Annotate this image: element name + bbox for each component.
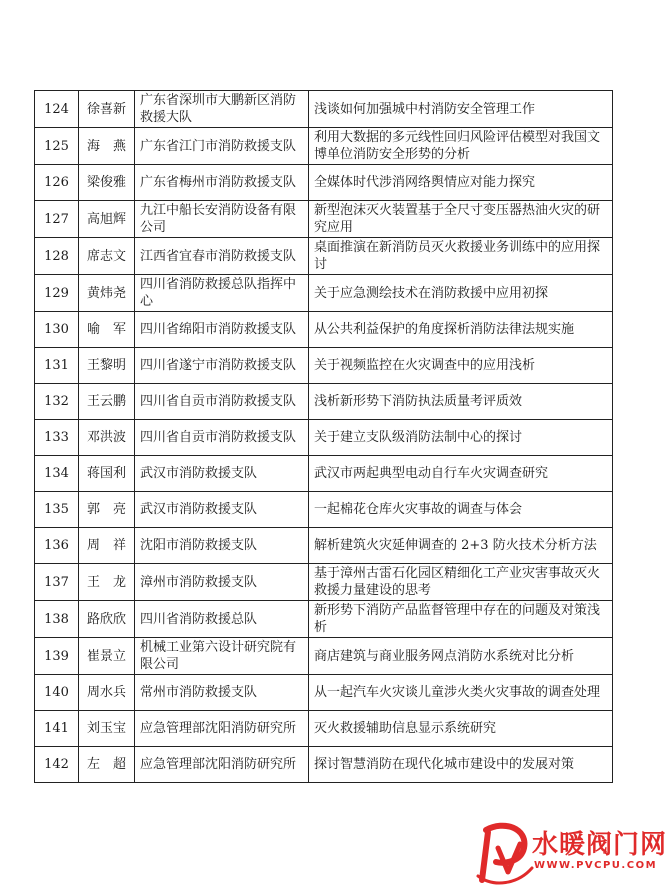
table-row bbox=[35, 638, 613, 675]
table-row bbox=[35, 601, 613, 638]
serial-number-cell: 126 bbox=[35, 165, 79, 201]
author-name-cell: 梁俊雅 bbox=[79, 165, 135, 201]
table-row bbox=[35, 384, 613, 420]
work-unit-cell: 沈阳市消防救援支队 bbox=[135, 528, 309, 564]
work-unit-cell: 广东省梅州市消防救援支队 bbox=[135, 165, 309, 201]
award-table bbox=[34, 90, 613, 783]
author-name-cell: 刘玉宝 bbox=[79, 711, 135, 747]
table-row bbox=[35, 238, 613, 275]
table-row bbox=[35, 128, 613, 165]
pv-logo-icon bbox=[474, 818, 534, 888]
serial-number-cell: 124 bbox=[35, 91, 79, 128]
paper-title-cell: 利用大数据的多元线性回归风险评估模型对我国文博单位消防安全形势的分析 bbox=[309, 128, 613, 165]
table-row bbox=[35, 528, 613, 564]
paper-title-cell: 关于应急测绘技术在消防救援中应用初探 bbox=[309, 275, 613, 312]
author-name-cell: 席志文 bbox=[79, 238, 135, 275]
serial-number-cell: 125 bbox=[35, 128, 79, 165]
table-row bbox=[35, 348, 613, 384]
work-unit-cell: 四川省消防救援总队 bbox=[135, 601, 309, 638]
work-unit-cell: 机械工业第六设计研究院有限公司 bbox=[135, 638, 309, 675]
serial-number-cell: 135 bbox=[35, 492, 79, 528]
author-name-cell: 王 龙 bbox=[79, 564, 135, 601]
table-row bbox=[35, 456, 613, 492]
author-name-cell: 郭 亮 bbox=[79, 492, 135, 528]
paper-title-cell: 商店建筑与商业服务网点消防水系统对比分析 bbox=[309, 638, 613, 675]
paper-title-cell: 解析建筑火灾延伸调查的 2+3 防火技术分析方法 bbox=[309, 528, 613, 564]
author-name-cell: 徐喜新 bbox=[79, 91, 135, 128]
author-name-cell: 路欣欣 bbox=[79, 601, 135, 638]
serial-number-cell: 137 bbox=[35, 564, 79, 601]
serial-number-cell: 131 bbox=[35, 348, 79, 384]
table-row bbox=[35, 165, 613, 201]
serial-number-cell: 141 bbox=[35, 711, 79, 747]
work-unit-cell: 四川省绵阳市消防救援支队 bbox=[135, 312, 309, 348]
author-name-cell: 左 超 bbox=[79, 747, 135, 783]
table-row bbox=[35, 747, 613, 783]
work-unit-cell: 常州市消防救援支队 bbox=[135, 675, 309, 711]
work-unit-cell: 江西省宜春市消防救援支队 bbox=[135, 238, 309, 275]
serial-number-cell: 142 bbox=[35, 747, 79, 783]
paper-title-cell: 全媒体时代涉消网络舆情应对能力探究 bbox=[309, 165, 613, 201]
author-name-cell: 崔景立 bbox=[79, 638, 135, 675]
serial-number-cell: 138 bbox=[35, 601, 79, 638]
paper-title-cell: 武汉市两起典型电动自行车火灾调查研究 bbox=[309, 456, 613, 492]
serial-number-cell: 134 bbox=[35, 456, 79, 492]
paper-title-cell: 新型泡沫灭火装置基于全尺寸变压器热油火灾的研究应用 bbox=[309, 201, 613, 238]
table-row bbox=[35, 711, 613, 747]
serial-number-cell: 140 bbox=[35, 675, 79, 711]
work-unit-cell: 四川省自贡市消防救援支队 bbox=[135, 420, 309, 456]
serial-number-cell: 130 bbox=[35, 312, 79, 348]
work-unit-cell: 武汉市消防救援支队 bbox=[135, 456, 309, 492]
paper-title-cell: 桌面推演在新消防员灭火救援业务训练中的应用探讨 bbox=[309, 238, 613, 275]
serial-number-cell: 129 bbox=[35, 275, 79, 312]
author-name-cell: 蒋国利 bbox=[79, 456, 135, 492]
work-unit-cell: 武汉市消防救援支队 bbox=[135, 492, 309, 528]
author-name-cell: 喻 军 bbox=[79, 312, 135, 348]
table-row bbox=[35, 564, 613, 601]
author-name-cell: 高旭辉 bbox=[79, 201, 135, 238]
work-unit-cell: 漳州市消防救援支队 bbox=[135, 564, 309, 601]
paper-title-cell: 基于漳州古雷石化园区精细化工产业灾害事故灭火救援力量建设的思考 bbox=[309, 564, 613, 601]
work-unit-cell: 应急管理部沈阳消防研究所 bbox=[135, 711, 309, 747]
work-unit-cell: 四川省遂宁市消防救援支队 bbox=[135, 348, 309, 384]
author-name-cell: 王云鹏 bbox=[79, 384, 135, 420]
author-name-cell: 黄炜尧 bbox=[79, 275, 135, 312]
work-unit-cell: 九江中船长安消防设备有限公司 bbox=[135, 201, 309, 238]
serial-number-cell: 139 bbox=[35, 638, 79, 675]
table-row bbox=[35, 675, 613, 711]
paper-title-cell: 灭火救援辅助信息显示系统研究 bbox=[309, 711, 613, 747]
paper-title-cell: 浅析新形势下消防执法质量考评质效 bbox=[309, 384, 613, 420]
paper-title-cell: 新形势下消防产品监督管理中存在的问题及对策浅析 bbox=[309, 601, 613, 638]
paper-title-cell: 探讨智慧消防在现代化城市建设中的发展对策 bbox=[309, 747, 613, 783]
paper-title-cell: 一起棉花仓库火灾事故的调查与体会 bbox=[309, 492, 613, 528]
table-row bbox=[35, 420, 613, 456]
work-unit-cell: 应急管理部沈阳消防研究所 bbox=[135, 747, 309, 783]
serial-number-cell: 136 bbox=[35, 528, 79, 564]
watermark bbox=[474, 818, 667, 891]
watermark-url: WWW.PVCPU.COM bbox=[534, 860, 658, 871]
author-name-cell: 周水兵 bbox=[79, 675, 135, 711]
table-row bbox=[35, 275, 613, 312]
work-unit-cell: 四川省消防救援总队指挥中心 bbox=[135, 275, 309, 312]
author-name-cell: 王黎明 bbox=[79, 348, 135, 384]
paper-title-cell: 浅谈如何加强城中村消防安全管理工作 bbox=[309, 91, 613, 128]
author-name-cell: 海 燕 bbox=[79, 128, 135, 165]
watermark-brand: 水暖阀门网 bbox=[532, 830, 667, 860]
table-row bbox=[35, 492, 613, 528]
paper-title-cell: 关于视频监控在火灾调查中的应用浅析 bbox=[309, 348, 613, 384]
author-name-cell: 周 祥 bbox=[79, 528, 135, 564]
serial-number-cell: 133 bbox=[35, 420, 79, 456]
table-row bbox=[35, 312, 613, 348]
work-unit-cell: 四川省自贡市消防救援支队 bbox=[135, 384, 309, 420]
paper-title-cell: 关于建立支队级消防法制中心的探讨 bbox=[309, 420, 613, 456]
paper-title-cell: 从一起汽车火灾谈儿童涉火类火灾事故的调查处理 bbox=[309, 675, 613, 711]
work-unit-cell: 广东省江门市消防救援支队 bbox=[135, 128, 309, 165]
serial-number-cell: 128 bbox=[35, 238, 79, 275]
serial-number-cell: 127 bbox=[35, 201, 79, 238]
paper-title-cell: 从公共利益保护的角度探析消防法律法规实施 bbox=[309, 312, 613, 348]
work-unit-cell: 广东省深圳市大鹏新区消防救援大队 bbox=[135, 91, 309, 128]
serial-number-cell: 132 bbox=[35, 384, 79, 420]
table-row bbox=[35, 201, 613, 238]
table-row bbox=[35, 91, 613, 128]
author-name-cell: 邓洪波 bbox=[79, 420, 135, 456]
